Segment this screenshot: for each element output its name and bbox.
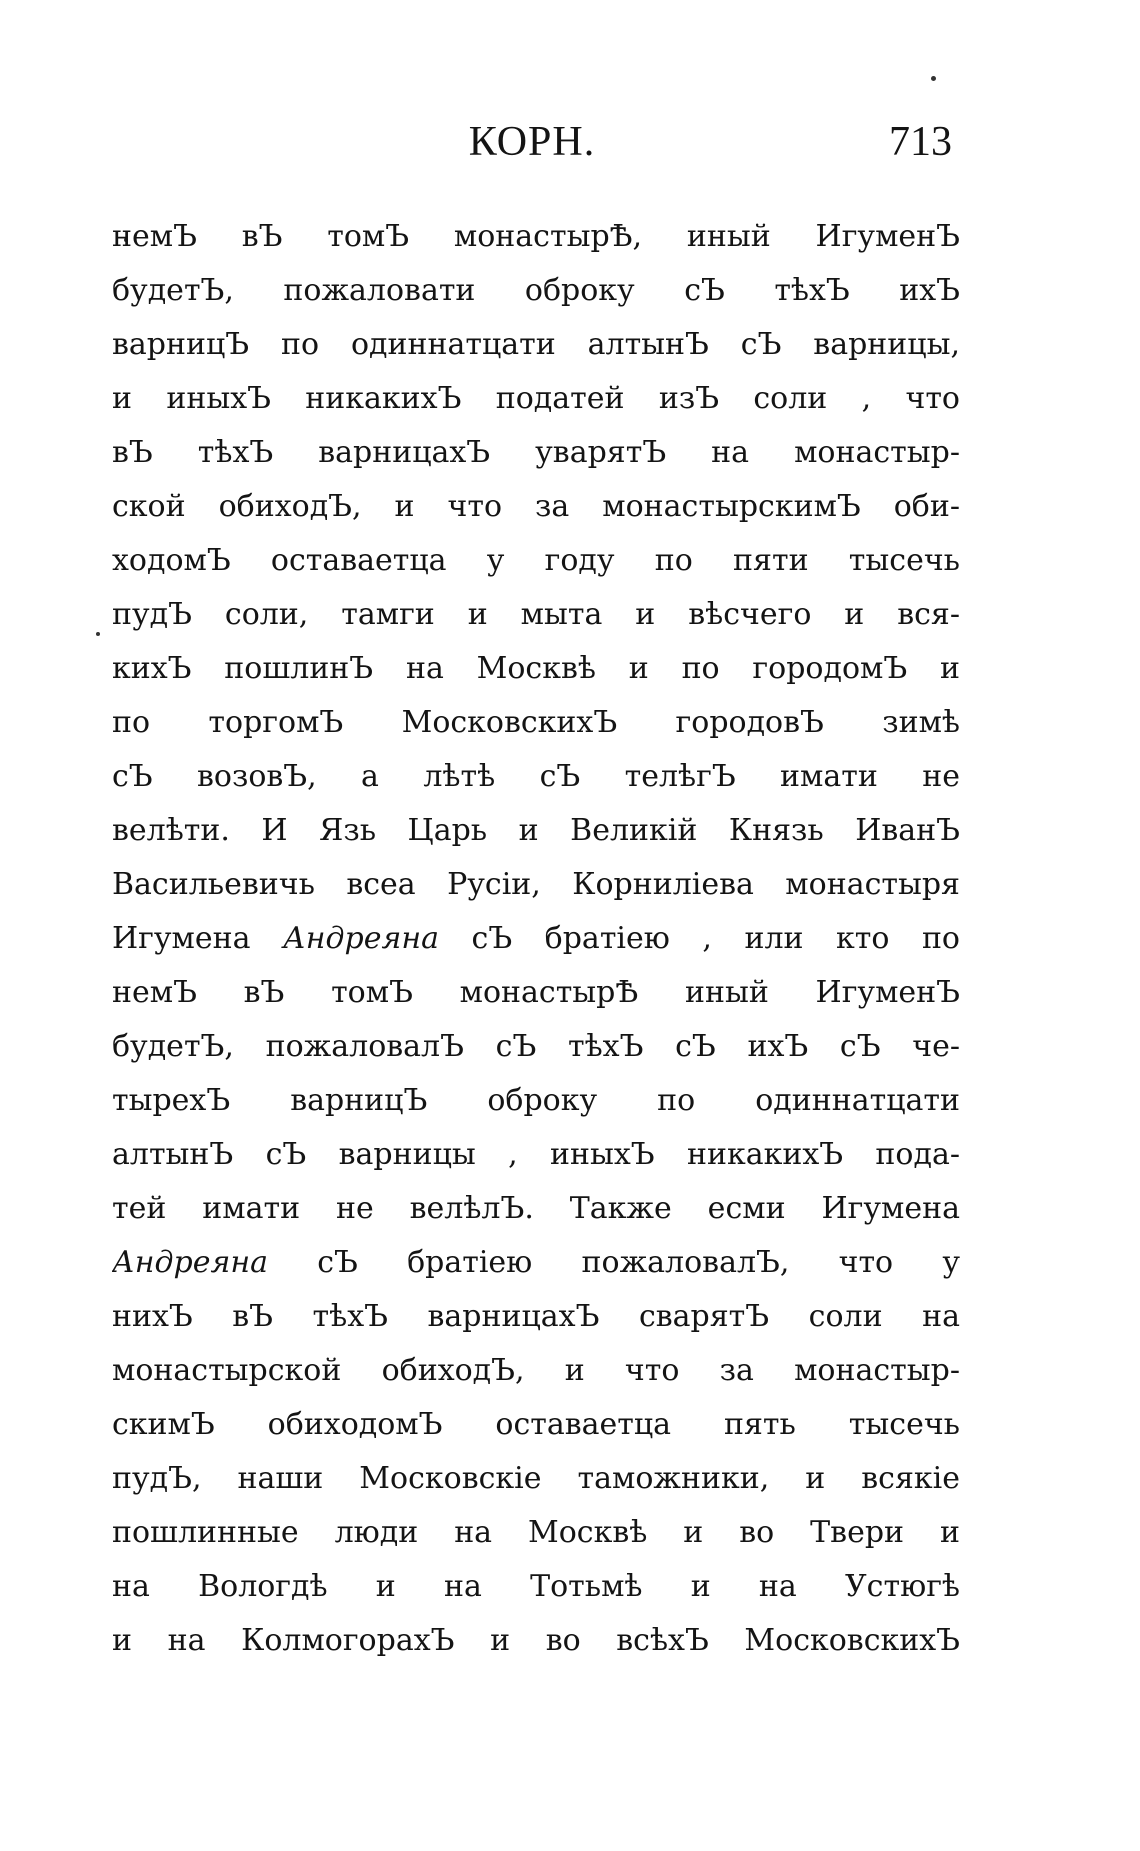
italic-name: Андреяна xyxy=(283,921,439,956)
running-title: КОРН. xyxy=(468,119,596,165)
text-line xyxy=(112,372,960,426)
text-line xyxy=(112,750,960,804)
text-segment: велѣти. И Язь Царь и Великій Князь ИванЪ xyxy=(112,813,960,848)
text-line xyxy=(112,696,960,750)
text-line xyxy=(112,1398,960,1452)
text-segment: монастырской обиходЪ, и что за монастыр- xyxy=(112,1353,960,1388)
text-line xyxy=(112,966,960,1020)
text-line xyxy=(112,264,960,318)
print-speck xyxy=(96,632,100,636)
text-line xyxy=(112,426,960,480)
text-line xyxy=(112,318,960,372)
text-segment: кихЪ пошлинЪ на Москвѣ и по городомЪ и xyxy=(112,651,960,686)
text-line xyxy=(112,1290,960,1344)
text-segment: по торгомЪ МосковскихЪ городовЪ зимѣ xyxy=(112,705,960,740)
text-segment: пошлинные люди на Москвѣ и во Твери и xyxy=(112,1515,960,1550)
text-line xyxy=(112,1560,960,1614)
text-segment: и на КолмогорахЪ и во всѣхЪ МосковскихЪ xyxy=(112,1623,960,1658)
text-segment: Игумена xyxy=(112,921,284,956)
text-segment: немЪ вЪ томЪ монастырѢ, иный ИгуменЪ xyxy=(112,219,960,254)
text-line xyxy=(112,1236,960,1290)
text-segment: будетЪ, пожаловалЪ сЪ тѣхЪ сЪ ихЪ сЪ че- xyxy=(112,1029,960,1064)
text-segment: нихЪ вЪ тѣхЪ варницахЪ сварятЪ соли на xyxy=(112,1299,960,1334)
text-segment: варницЪ по одиннатцати алтынЪ сЪ варницы, xyxy=(112,327,960,362)
text-line xyxy=(112,804,960,858)
text-segment: и иныхЪ никакихЪ податей изЪ соли , что xyxy=(112,381,960,416)
text-segment: тырехЪ варницЪ оброку по одиннатцати xyxy=(112,1083,960,1118)
text-segment: сЪ возовЪ, а лѣтѣ сЪ телѣгЪ имати не xyxy=(112,759,960,794)
text-segment: будетЪ, пожаловати оброку сЪ тѣхЪ ихЪ xyxy=(112,273,960,308)
text-segment: на Вологдѣ и на Тотьмѣ и на Устюгѣ xyxy=(112,1569,960,1604)
text-line xyxy=(112,912,960,966)
text-line xyxy=(112,1344,960,1398)
text-line xyxy=(112,210,960,264)
text-segment: алтынЪ сЪ варницы , иныхЪ никакихЪ пода- xyxy=(112,1137,960,1172)
text-line xyxy=(112,858,960,912)
text-line xyxy=(112,588,960,642)
text-line xyxy=(112,1182,960,1236)
text-line xyxy=(112,1074,960,1128)
text-line xyxy=(112,534,960,588)
page-number: 713 xyxy=(889,119,952,165)
text-line xyxy=(112,1128,960,1182)
text-segment: немЪ вЪ томЪ монастырѢ иный ИгуменЪ xyxy=(112,975,960,1010)
text-line xyxy=(112,642,960,696)
text-line xyxy=(112,1020,960,1074)
text-segment: ходомЪ оставаетца у году по пяти тысечь xyxy=(112,543,960,578)
text-line xyxy=(112,480,960,534)
text-line xyxy=(112,1506,960,1560)
text-segment: сЪ братіею пожаловалЪ, что у xyxy=(267,1245,960,1280)
text-segment: скимЪ обиходомЪ оставаетца пять тысечь xyxy=(112,1407,960,1442)
text-line xyxy=(112,1452,960,1506)
text-segment: пудЪ, наши Московскіе таможники, и всякіе xyxy=(112,1461,960,1496)
text-line xyxy=(112,1614,960,1668)
body-text xyxy=(112,210,960,1668)
text-segment: пудЪ соли, тамги и мыта и вѣсчего и вся- xyxy=(112,597,960,632)
text-segment: сЪ братіею , или кто по xyxy=(439,921,960,956)
running-head xyxy=(112,118,952,168)
text-segment: вЪ тѣхЪ варницахЪ уварятЪ на монастыр- xyxy=(112,435,960,470)
print-speck xyxy=(931,76,936,81)
text-segment: ской обиходЪ, и что за монастырскимЪ оби- xyxy=(112,489,960,524)
text-segment: Васильевичь всеа Русіи, Корниліева монастыря xyxy=(112,867,960,902)
italic-name: Андреяна xyxy=(112,1245,268,1280)
text-segment: тей имати не велѣлЪ. Также есми Игумена xyxy=(112,1191,960,1226)
